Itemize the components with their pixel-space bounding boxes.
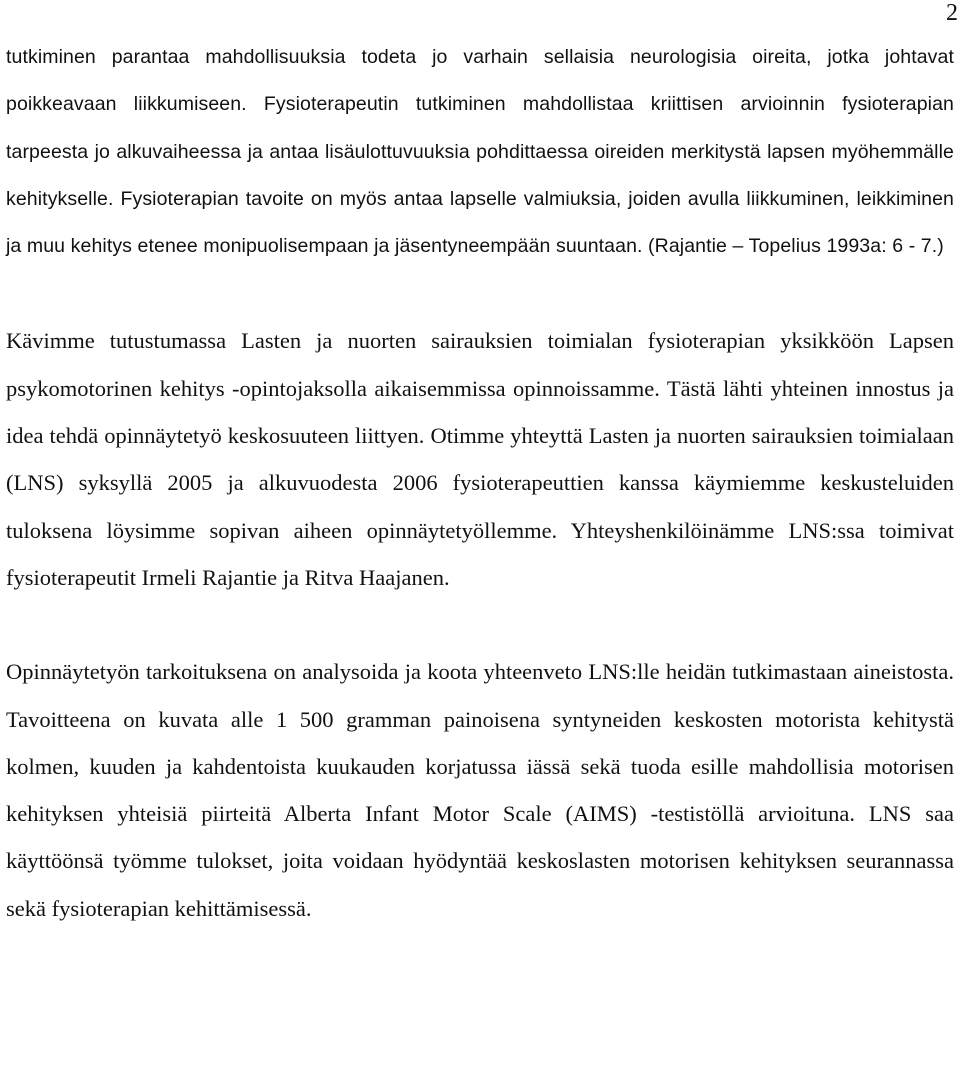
paragraph-spacer — [6, 601, 954, 648]
paragraph-purpose: Opinnäytetyön tarkoituksena on analysoida ja koota yhteenveto LNS:lle heidän tutkimastaan aineistosta. Tavoitteena on kuvata alle 1 500 gramman painoisena syntyneiden keskosten motorista kehitystä kolmen, kuuden ja kahdentoista kuukauden korjatussa iässä sekä tuoda esille mahdollisia motorisen kehityksen yhteisiä piirteitä Alberta Infant Motor Scale (AIMS) -testistöllä arvioituna. LNS saa käyttöönsä työmme tulokset, joita voidaan hyödyntää keskoslasten motorisen kehityksen seurannassa sekä fysioterapian kehittämisessä. — [6, 659, 954, 921]
document-body — [6, 34, 954, 932]
paragraph-origin: Kävimme tutustumassa Lasten ja nuorten sairauksien toimialan fysioterapian yksikköön Lapsen psykomotorinen kehitys -opintojaksolla aikaisemmissa opinnoissamme. Tästä lähti yhteinen innostus ja idea tehdä opinnäytetyö keskosuuteen liittyen. Otimme yhteyttä Lasten ja nuorten sairauksien toimialaan (LNS) syksyllä 2005 ja alkuvuodesta 2006 fysioterapeuttien kanssa käymiemme keskusteluiden tuloksena löysimme sopivan aiheen opinnäytetyöllemme. Yhteyshenkilöinämme LNS:ssa toimivat fysioterapeutit Irmeli Rajantie ja Ritva Haajanen. — [6, 328, 954, 590]
paragraph-background: tutkiminen parantaa mahdollisuuksia todeta jo varhain sellaisia neurologisia oireita, jotka johtavat poikkeavaan liikkumiseen. Fysioterapeutin tutkiminen mahdollistaa kriittisen arvioinnin fysioterapian tarpeesta jo alkuvaiheessa ja antaa lisäulottuvuuksia pohdittaessa oireiden merkitystä lapsen myöhemmälle kehitykselle. Fysioterapian tavoite on myös antaa lapselle valmiuksia, joiden avulla liikkuminen, leikkiminen ja muu kehitys etenee monipuolisempaan ja jäsentyneempään suuntaan. (Rajantie – Topelius 1993a: 6 - 7.) — [6, 46, 954, 258]
paragraph-spacer — [6, 270, 954, 317]
page-number: 2 — [946, 0, 958, 26]
